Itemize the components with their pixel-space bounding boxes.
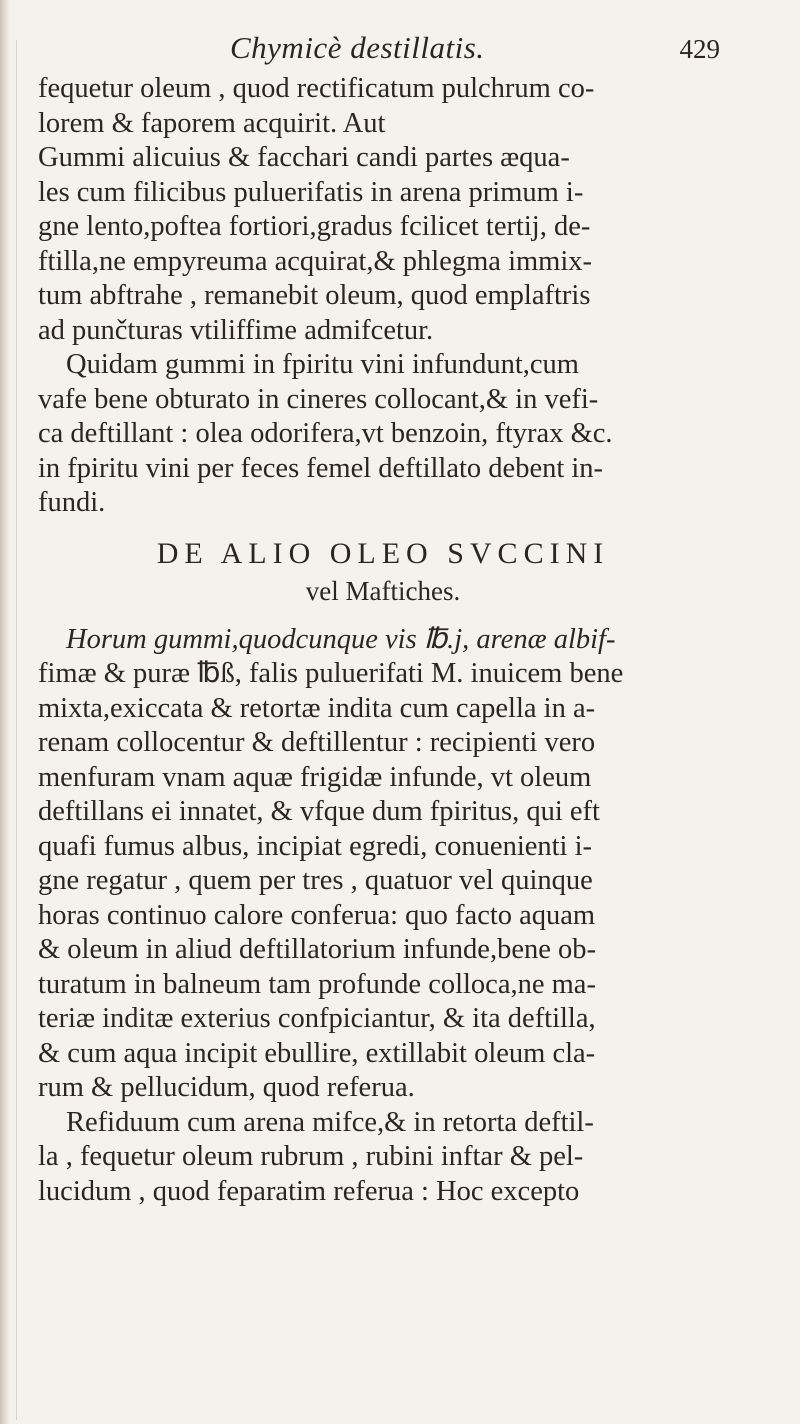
section-heading: DE ALIO OLEO SVCCINI — [156, 536, 610, 570]
text-line: fundi. — [38, 487, 106, 518]
text-line: la , fequetur oleum rubrum , rubini inftar & pel- — [38, 1141, 584, 1172]
page-margin-line — [16, 40, 17, 1420]
text-line: tum abftrahe , remanebit oleum, quod emplaftris — [38, 280, 591, 311]
paragraph-4 — [38, 1106, 728, 1210]
text-line: & cum aqua incipit ebullire, extillabit oleum cla- — [38, 1037, 596, 1069]
section-subheading: vel Maftiches. — [305, 575, 461, 606]
text-line: ca deftillant : olea odorifera,vt benzoin, ftyrax &c. — [38, 418, 613, 449]
text-line: horas continuo calore conferua: quo facto aquam — [38, 899, 596, 931]
text-line: fimæ & puræ ℔ß, falis puluerifati M. inuicem bene — [38, 658, 624, 689]
text-line: mixta,exiccata & retortæ indita cum capella in a- — [38, 692, 596, 724]
running-title: Chymicè destillatis. — [230, 30, 485, 65]
text-line: rum & pellucidum, quod referua. — [38, 1072, 415, 1103]
paragraph-1 — [38, 72, 728, 348]
text-line: les cum filicibus puluerifatis in arena primum i- — [38, 176, 584, 208]
text-line: ftilla,ne empyreuma acquirat,& phlegma immix- — [38, 245, 592, 277]
text-line: ad punčturas vtiliffime admifcetur. — [38, 314, 434, 346]
text-line: lucidum , quod feparatim referua : Hoc excepto — [38, 1175, 580, 1207]
text-line: gne lento,poftea fortiori,gradus fcilicet tertij, de- — [38, 211, 591, 242]
paragraph-3 — [38, 623, 728, 1106]
text-line: menfuram vnam aquæ frigidæ infunde, vt oleum — [38, 761, 592, 793]
text-line: Horum gummi,quodcunque vis ℔.j, arenæ albif- — [66, 623, 616, 655]
text-line: deftillans ei innatet, & vfque dum fpiritus, qui eft — [38, 796, 600, 827]
text-line: vafe bene obturato in cineres collocant,& in vefi- — [38, 383, 599, 415]
text-line: turatum in balneum tam profunde colloca,ne ma- — [38, 968, 596, 1000]
text-line: lorem & faporem acquirit. Aut — [38, 107, 386, 139]
text-line: fequetur oleum , quod rectificatum pulchrum co- — [38, 73, 595, 104]
text-line: Quidam gummi in fpiritu vini infundunt,cum — [66, 349, 579, 380]
text-line: in fpiritu vini per feces femel deftillato debent in- — [38, 452, 604, 484]
text-line: gne regatur , quem per tres , quatuor vel quinque — [38, 865, 593, 896]
page-body — [38, 72, 728, 1209]
page-header — [40, 30, 720, 70]
text-line: & oleum in aliud deftillatorium infunde,bene ob- — [38, 934, 596, 965]
text-line: Refiduum cum arena mifce,& in retorta deftil- — [66, 1106, 594, 1138]
paragraph-2 — [38, 348, 728, 521]
page-gutter-shadow — [0, 0, 10, 1424]
text-line: quafi fumus albus, incipiat egredi, conuenienti i- — [38, 830, 593, 862]
page-number: 429 — [679, 34, 720, 64]
text-line: Gummi alicuius & facchari candi partes æqua- — [38, 142, 570, 173]
text-line: teriæ inditæ exterius confpiciantur, & ita deftilla, — [38, 1003, 596, 1034]
text-line: renam collocentur & deftillentur : recipienti vero — [38, 727, 596, 758]
